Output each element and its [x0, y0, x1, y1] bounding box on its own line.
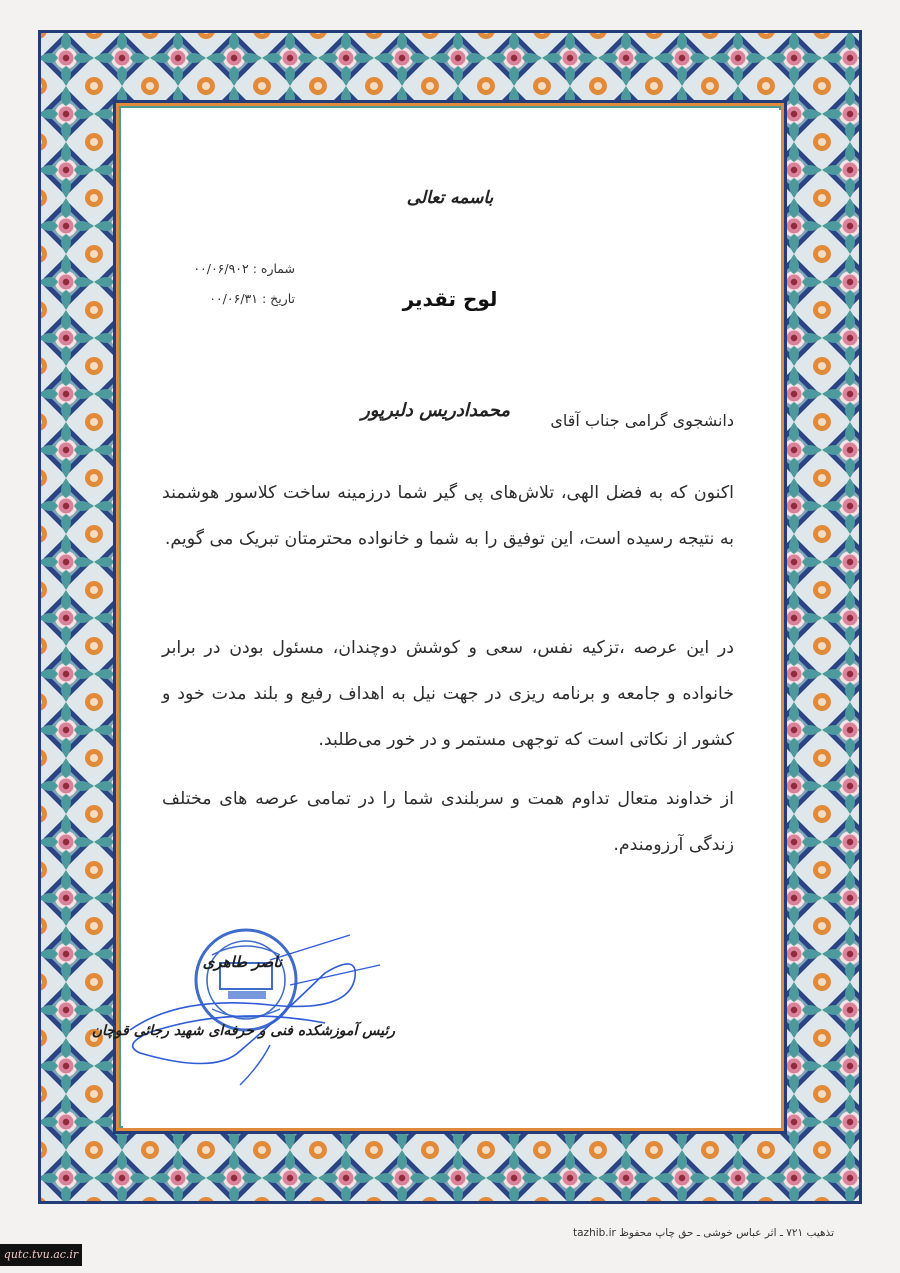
certificate-date: تاریخ : ۰۰/۰۶/۳۱	[209, 291, 295, 306]
certificate-number: شماره : ۰۰/۰۶/۹۰۲	[193, 261, 295, 276]
signer-name: ناصر طاهری	[202, 953, 282, 971]
recipient-name: محمدادریس دلبرپور	[361, 400, 510, 421]
publisher-website: tazhib.ir	[573, 1227, 616, 1239]
certificate-title: لوح تقدیر	[402, 287, 498, 311]
site-watermark: qutc.tvu.ac.ir	[0, 1244, 82, 1266]
body-paragraph-3: از خداوند متعال تداوم همت و سربلندی شما را در تمامی عرصه های مختلف زندگی آرزومندم.	[162, 789, 734, 855]
publisher-credit: تذهیب ۷۲۱ ـ اثر عباس خوشی ـ حق چاپ محفوظ	[619, 1227, 834, 1239]
invocation-text: باسمه تعالی	[406, 188, 494, 208]
official-stamp	[120, 925, 400, 1095]
body-paragraph-1: اکنون که به فضل الهی، تلاش‌های پی گیر شما درزمینه ساخت کلاسور هوشمند به نتیجه رسیده است، این توفیق را به شما و خانواده محترمتان تبریک می گویم.	[162, 483, 734, 549]
body-paragraph-2: در این عرصه ،تزکیه نفس، سعی و کوشش دوچندان، مسئول بودن در برابر خانواده و جامعه و برنامه ریزی در جهت نیل به اهداف رفیع و بلند مدت خود و کشور از نکاتی است که توجهی مستمر و در خور می‌طلبد.	[162, 638, 734, 750]
signer-title: رئیس آموزشکده فنی و حرفه‌ای شهید رجائی قوچان	[91, 1023, 395, 1039]
recipient-greeting: دانشجوی گرامی جناب آقای	[550, 411, 734, 430]
